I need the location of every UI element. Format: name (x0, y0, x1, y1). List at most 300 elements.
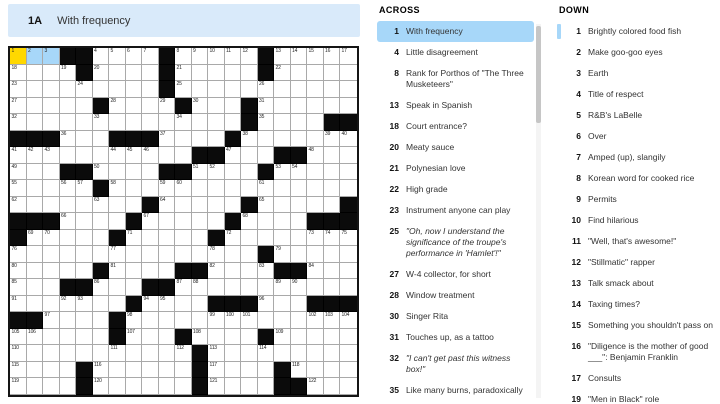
grid-cell[interactable] (142, 98, 159, 115)
grid-cell[interactable] (76, 296, 93, 313)
grid-cell[interactable] (175, 296, 192, 313)
grid-cell[interactable] (291, 98, 308, 115)
grid-cell[interactable] (225, 263, 242, 280)
grid-cell[interactable] (27, 378, 44, 395)
grid-cell[interactable] (340, 312, 357, 329)
grid-cell[interactable] (43, 246, 60, 263)
grid-cell[interactable] (126, 48, 143, 65)
grid-cell[interactable] (324, 147, 341, 164)
grid-cell[interactable] (324, 246, 341, 263)
grid-cell[interactable] (192, 81, 209, 98)
grid-cell[interactable] (109, 296, 126, 313)
grid-cell[interactable] (291, 296, 308, 313)
grid-cell[interactable] (192, 246, 209, 263)
grid-cell[interactable] (225, 164, 242, 181)
grid-cell[interactable] (225, 345, 242, 362)
across-clue[interactable] (377, 95, 534, 116)
grid-cell[interactable] (274, 180, 291, 197)
across-clue[interactable] (377, 179, 534, 200)
grid-cell[interactable] (258, 345, 275, 362)
grid-cell[interactable] (159, 312, 176, 329)
grid-cell[interactable] (192, 48, 209, 65)
grid-cell[interactable] (192, 213, 209, 230)
grid-cell[interactable] (208, 362, 225, 379)
grid-cell[interactable] (324, 345, 341, 362)
grid-cell[interactable] (175, 246, 192, 263)
grid-cell[interactable] (43, 197, 60, 214)
down-clue[interactable] (557, 252, 718, 273)
grid-cell[interactable] (241, 378, 258, 395)
grid-cell[interactable] (291, 164, 308, 181)
grid-cell[interactable] (76, 147, 93, 164)
grid-cell[interactable] (241, 213, 258, 230)
grid-cell[interactable] (126, 164, 143, 181)
grid-cell[interactable] (192, 279, 209, 296)
grid-cell[interactable] (109, 65, 126, 82)
grid-cell[interactable] (340, 263, 357, 280)
grid-cell[interactable] (27, 345, 44, 362)
grid-cell[interactable] (126, 362, 143, 379)
down-clue[interactable] (557, 105, 718, 126)
grid-cell[interactable] (324, 98, 341, 115)
grid-cell[interactable] (291, 246, 308, 263)
grid-cell[interactable] (324, 329, 341, 346)
grid-cell[interactable] (208, 180, 225, 197)
grid-cell[interactable] (93, 296, 110, 313)
down-clue[interactable] (557, 210, 718, 231)
grid-cell[interactable] (93, 362, 110, 379)
grid-cell[interactable] (93, 329, 110, 346)
grid-cell[interactable] (93, 213, 110, 230)
grid-cell[interactable] (43, 312, 60, 329)
grid-cell[interactable] (208, 65, 225, 82)
grid-cell[interactable] (324, 197, 341, 214)
grid-cell[interactable] (291, 197, 308, 214)
across-clue[interactable] (377, 63, 534, 95)
grid-cell[interactable] (27, 263, 44, 280)
grid-cell[interactable] (159, 263, 176, 280)
grid-cell[interactable] (142, 114, 159, 131)
grid-cell[interactable] (142, 329, 159, 346)
grid-cell[interactable] (93, 65, 110, 82)
grid-cell[interactable] (340, 164, 357, 181)
grid-cell[interactable] (340, 329, 357, 346)
grid-cell[interactable] (60, 213, 77, 230)
grid-cell[interactable] (10, 197, 27, 214)
grid-cell[interactable] (60, 147, 77, 164)
grid-cell[interactable] (307, 345, 324, 362)
grid-cell[interactable] (60, 197, 77, 214)
grid-cell[interactable] (175, 362, 192, 379)
grid-cell[interactable] (258, 378, 275, 395)
grid-cell[interactable] (208, 263, 225, 280)
grid-cell[interactable] (27, 296, 44, 313)
grid-cell[interactable] (27, 197, 44, 214)
grid-cell[interactable] (109, 98, 126, 115)
grid-cell[interactable] (225, 98, 242, 115)
grid-cell[interactable] (93, 48, 110, 65)
grid-cell[interactable] (76, 263, 93, 280)
grid-cell[interactable] (109, 362, 126, 379)
down-clue[interactable] (557, 63, 718, 84)
grid-cell[interactable] (291, 345, 308, 362)
grid-cell[interactable] (175, 114, 192, 131)
grid-cell[interactable] (225, 329, 242, 346)
grid-cell[interactable] (324, 48, 341, 65)
grid-cell[interactable] (307, 65, 324, 82)
grid-cell[interactable] (274, 329, 291, 346)
across-clue[interactable] (377, 380, 534, 401)
grid-cell[interactable] (126, 81, 143, 98)
grid-cell[interactable] (208, 164, 225, 181)
grid-cell[interactable] (43, 180, 60, 197)
grid-cell[interactable] (274, 230, 291, 247)
grid-cell[interactable] (291, 114, 308, 131)
grid-cell[interactable] (159, 131, 176, 148)
grid-cell[interactable] (60, 329, 77, 346)
grid-cell[interactable] (60, 378, 77, 395)
grid-cell[interactable] (27, 279, 44, 296)
grid-cell[interactable] (126, 263, 143, 280)
grid-cell[interactable] (43, 81, 60, 98)
grid-cell[interactable] (175, 81, 192, 98)
grid-cell[interactable] (324, 164, 341, 181)
grid-cell[interactable] (76, 197, 93, 214)
grid-cell[interactable] (10, 296, 27, 313)
grid-cell[interactable] (307, 263, 324, 280)
grid-cell[interactable] (225, 147, 242, 164)
grid-cell[interactable] (126, 345, 143, 362)
grid-cell[interactable] (225, 279, 242, 296)
grid-cell[interactable] (324, 312, 341, 329)
grid-cell[interactable] (274, 164, 291, 181)
grid-cell[interactable] (93, 147, 110, 164)
grid-cell[interactable] (307, 98, 324, 115)
grid-cell[interactable] (60, 246, 77, 263)
grid-cell[interactable] (225, 48, 242, 65)
grid-cell[interactable] (27, 164, 44, 181)
grid-cell[interactable] (241, 263, 258, 280)
grid-cell[interactable] (291, 279, 308, 296)
grid-cell[interactable] (324, 65, 341, 82)
grid-cell[interactable] (126, 180, 143, 197)
grid-cell[interactable] (93, 230, 110, 247)
grid-cell[interactable] (340, 230, 357, 247)
grid-cell[interactable] (27, 246, 44, 263)
grid-cell[interactable] (258, 263, 275, 280)
grid-cell[interactable] (175, 65, 192, 82)
grid-cell[interactable] (10, 329, 27, 346)
grid-cell[interactable] (274, 197, 291, 214)
grid-cell[interactable] (241, 81, 258, 98)
grid-cell[interactable] (27, 180, 44, 197)
grid-cell[interactable] (142, 180, 159, 197)
grid-cell[interactable] (10, 65, 27, 82)
grid-cell[interactable] (27, 48, 44, 65)
grid-cell[interactable] (340, 131, 357, 148)
grid-cell[interactable] (159, 147, 176, 164)
grid-cell[interactable] (126, 65, 143, 82)
grid-cell[interactable] (27, 362, 44, 379)
grid-cell[interactable] (43, 296, 60, 313)
grid-cell[interactable] (60, 98, 77, 115)
grid-cell[interactable] (109, 180, 126, 197)
grid-cell[interactable] (60, 362, 77, 379)
grid-cell[interactable] (142, 246, 159, 263)
grid-cell[interactable] (340, 65, 357, 82)
grid-cell[interactable] (274, 48, 291, 65)
grid-cell[interactable] (258, 180, 275, 197)
grid-cell[interactable] (10, 114, 27, 131)
grid-cell[interactable] (175, 312, 192, 329)
grid-cell[interactable] (93, 164, 110, 181)
grid-cell[interactable] (307, 131, 324, 148)
grid-cell[interactable] (27, 147, 44, 164)
grid-cell[interactable] (340, 246, 357, 263)
grid-cell[interactable] (43, 114, 60, 131)
grid-cell[interactable] (27, 329, 44, 346)
grid-cell[interactable] (291, 81, 308, 98)
current-clue-bar[interactable] (8, 4, 360, 37)
grid-cell[interactable] (307, 279, 324, 296)
grid-cell[interactable] (27, 98, 44, 115)
grid-cell[interactable] (291, 329, 308, 346)
grid-cell[interactable] (76, 213, 93, 230)
grid-cell[interactable] (109, 345, 126, 362)
grid-cell[interactable] (159, 246, 176, 263)
grid-cell[interactable] (10, 263, 27, 280)
grid-cell[interactable] (225, 81, 242, 98)
grid-cell[interactable] (27, 230, 44, 247)
grid-cell[interactable] (126, 329, 143, 346)
grid-cell[interactable] (159, 345, 176, 362)
grid-cell[interactable] (175, 378, 192, 395)
grid-cell[interactable] (126, 378, 143, 395)
grid-cell[interactable] (340, 279, 357, 296)
grid-cell[interactable] (126, 279, 143, 296)
grid-cell[interactable] (60, 263, 77, 280)
grid-cell[interactable] (192, 98, 209, 115)
grid-cell[interactable] (291, 213, 308, 230)
grid-cell[interactable] (208, 378, 225, 395)
grid-cell[interactable] (192, 131, 209, 148)
grid-cell[interactable] (93, 378, 110, 395)
grid-cell[interactable] (109, 81, 126, 98)
grid-cell[interactable] (93, 131, 110, 148)
grid-cell[interactable] (159, 197, 176, 214)
grid-cell[interactable] (109, 164, 126, 181)
grid-cell[interactable] (208, 246, 225, 263)
grid-cell[interactable] (159, 362, 176, 379)
grid-cell[interactable] (10, 279, 27, 296)
grid-cell[interactable] (126, 230, 143, 247)
grid-cell[interactable] (241, 65, 258, 82)
across-clue[interactable] (377, 285, 534, 306)
grid-cell[interactable] (10, 180, 27, 197)
grid-cell[interactable] (225, 246, 242, 263)
grid-cell[interactable] (192, 329, 209, 346)
grid-cell[interactable] (340, 81, 357, 98)
grid-cell[interactable] (241, 147, 258, 164)
grid-cell[interactable] (109, 114, 126, 131)
grid-cell[interactable] (27, 65, 44, 82)
grid-cell[interactable] (307, 378, 324, 395)
grid-cell[interactable] (274, 246, 291, 263)
grid-cell[interactable] (109, 147, 126, 164)
grid-cell[interactable] (208, 279, 225, 296)
grid-cell[interactable] (142, 65, 159, 82)
grid-cell[interactable] (175, 345, 192, 362)
grid-cell[interactable] (159, 213, 176, 230)
grid-cell[interactable] (192, 180, 209, 197)
grid-cell[interactable] (93, 197, 110, 214)
grid-cell[interactable] (324, 230, 341, 247)
grid-cell[interactable] (225, 378, 242, 395)
grid-cell[interactable] (291, 362, 308, 379)
grid-cell[interactable] (76, 98, 93, 115)
grid-cell[interactable] (60, 180, 77, 197)
grid-cell[interactable] (208, 329, 225, 346)
grid-cell[interactable] (324, 180, 341, 197)
grid-cell[interactable] (43, 65, 60, 82)
grid-cell[interactable] (274, 279, 291, 296)
grid-cell[interactable] (175, 48, 192, 65)
grid-cell[interactable] (340, 147, 357, 164)
down-clue[interactable] (557, 126, 718, 147)
grid-cell[interactable] (93, 279, 110, 296)
grid-cell[interactable] (258, 230, 275, 247)
grid-cell[interactable] (142, 345, 159, 362)
grid-cell[interactable] (126, 98, 143, 115)
across-clue[interactable] (377, 116, 534, 137)
grid-cell[interactable] (60, 230, 77, 247)
grid-cell[interactable] (192, 164, 209, 181)
grid-cell[interactable] (258, 114, 275, 131)
grid-cell[interactable] (76, 345, 93, 362)
grid-cell[interactable] (126, 147, 143, 164)
grid-cell[interactable] (109, 279, 126, 296)
grid-cell[interactable] (159, 296, 176, 313)
grid-cell[interactable] (76, 180, 93, 197)
grid-cell[interactable] (192, 114, 209, 131)
grid-cell[interactable] (27, 114, 44, 131)
grid-cell[interactable] (324, 131, 341, 148)
grid-cell[interactable] (126, 246, 143, 263)
grid-cell[interactable] (340, 362, 357, 379)
grid-cell[interactable] (60, 296, 77, 313)
grid-cell[interactable] (142, 230, 159, 247)
grid-cell[interactable] (307, 230, 324, 247)
grid-cell[interactable] (109, 48, 126, 65)
grid-cell[interactable] (324, 81, 341, 98)
grid-cell[interactable] (142, 164, 159, 181)
grid-cell[interactable] (93, 246, 110, 263)
grid-cell[interactable] (324, 279, 341, 296)
grid-cell[interactable] (274, 114, 291, 131)
grid-cell[interactable] (258, 98, 275, 115)
grid-cell[interactable] (208, 312, 225, 329)
grid-cell[interactable] (208, 98, 225, 115)
grid-cell[interactable] (175, 180, 192, 197)
down-clue[interactable] (557, 189, 718, 210)
grid-cell[interactable] (307, 180, 324, 197)
grid-cell[interactable] (109, 378, 126, 395)
grid-cell[interactable] (109, 263, 126, 280)
grid-cell[interactable] (274, 213, 291, 230)
across-clue[interactable] (377, 348, 534, 380)
grid-cell[interactable] (159, 180, 176, 197)
grid-cell[interactable] (175, 213, 192, 230)
grid-cell[interactable] (291, 180, 308, 197)
grid-cell[interactable] (93, 81, 110, 98)
grid-cell[interactable] (175, 131, 192, 148)
grid-cell[interactable] (307, 329, 324, 346)
grid-cell[interactable] (10, 164, 27, 181)
grid-cell[interactable] (60, 65, 77, 82)
grid-cell[interactable] (208, 131, 225, 148)
grid-cell[interactable] (291, 230, 308, 247)
grid-cell[interactable] (307, 164, 324, 181)
grid-cell[interactable] (10, 98, 27, 115)
grid-cell[interactable] (43, 263, 60, 280)
grid-cell[interactable] (43, 230, 60, 247)
grid-cell[interactable] (76, 246, 93, 263)
across-clue[interactable] (377, 200, 534, 221)
grid-cell[interactable] (93, 114, 110, 131)
grid-cell[interactable] (76, 131, 93, 148)
grid-cell[interactable] (109, 197, 126, 214)
grid-cell[interactable] (175, 197, 192, 214)
grid-cell[interactable] (175, 279, 192, 296)
grid-cell[interactable] (340, 98, 357, 115)
grid-cell[interactable] (126, 197, 143, 214)
grid-cell[interactable] (10, 81, 27, 98)
grid-cell[interactable] (43, 147, 60, 164)
grid-cell[interactable] (142, 362, 159, 379)
grid-cell[interactable] (258, 312, 275, 329)
down-clue[interactable] (557, 294, 718, 315)
grid-cell[interactable] (76, 81, 93, 98)
across-clue[interactable] (377, 42, 534, 63)
grid-cell[interactable] (60, 131, 77, 148)
down-clue[interactable] (557, 336, 718, 368)
grid-cell[interactable] (142, 81, 159, 98)
grid-cell[interactable] (274, 98, 291, 115)
grid-cell[interactable] (43, 362, 60, 379)
grid-cell[interactable] (225, 312, 242, 329)
grid-cell[interactable] (241, 180, 258, 197)
grid-cell[interactable] (307, 81, 324, 98)
grid-cell[interactable] (340, 48, 357, 65)
grid-cell[interactable] (60, 345, 77, 362)
grid-cell[interactable] (225, 114, 242, 131)
grid-cell[interactable] (258, 131, 275, 148)
grid-cell[interactable] (225, 197, 242, 214)
grid-cell[interactable] (291, 312, 308, 329)
grid-cell[interactable] (340, 345, 357, 362)
grid-cell[interactable] (175, 230, 192, 247)
down-clue[interactable] (557, 368, 718, 389)
grid-cell[interactable] (241, 131, 258, 148)
grid-cell[interactable] (10, 147, 27, 164)
grid-cell[interactable] (10, 48, 27, 65)
grid-cell[interactable] (93, 345, 110, 362)
grid-cell[interactable] (208, 213, 225, 230)
grid-cell[interactable] (324, 263, 341, 280)
grid-cell[interactable] (340, 180, 357, 197)
grid-cell[interactable] (258, 296, 275, 313)
across-clue[interactable] (377, 306, 534, 327)
